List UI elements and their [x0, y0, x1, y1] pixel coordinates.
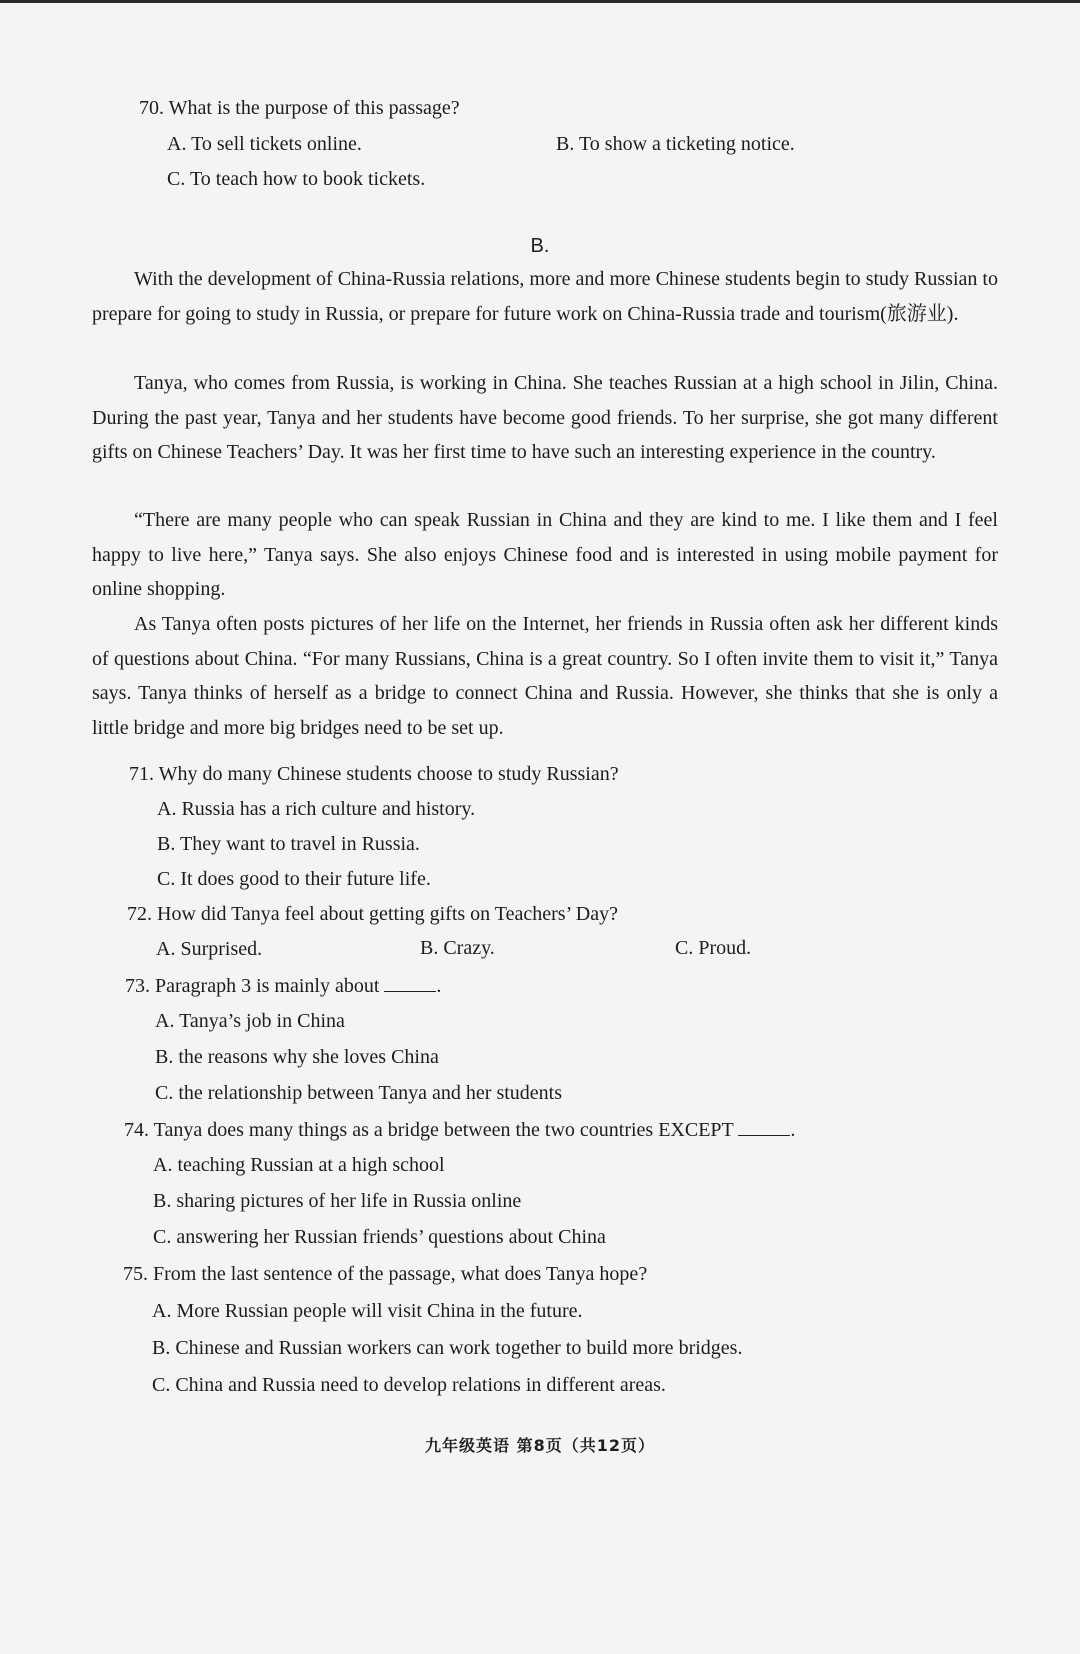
passage-paragraph-4: As Tanya often posts pictures of her life on the Internet, her friends in Russia often ask her different kinds of questions about China. “For many Russians, China is a great country. So I often invite them to visit it,” Tanya says. Tanya thinks of herself as a bridge to connect China and Russia. However, she thinks that she is only a little bridge and more big bridges need to be set up.: [92, 613, 998, 739]
section-b-heading: B.: [530, 235, 550, 257]
q74-option-b: B. sharing pictures of her life in Russia online: [153, 1190, 522, 1212]
q70-option-b: B. To show a ticketing notice.: [556, 133, 795, 155]
q75-option-a: A. More Russian people will visit China in the future.: [152, 1300, 583, 1322]
passage-paragraph-1: With the development of China-Russia relations, more and more Chinese students begin to study Russian to prepare for going to study in Russia, or prepare for future work on China-Russia trade and tourism(旅游业).: [92, 268, 998, 325]
q75-stem: 75. From the last sentence of the passage, what does Tanya hope?: [123, 1263, 648, 1285]
q73-stem-line: 73. Paragraph 3 is mainly about .: [125, 975, 442, 997]
answer-blank: [384, 973, 436, 992]
q74-stem-line: 74. Tanya does many things as a bridge between the two countries EXCEPT .: [124, 1119, 796, 1141]
q75-option-b: B. Chinese and Russian workers can work together to build more bridges.: [152, 1337, 743, 1359]
q72-option-c: C. Proud.: [675, 937, 752, 959]
q71-option-b: B. They want to travel in Russia.: [157, 833, 420, 855]
q71-option-a: A. Russia has a rich culture and history.: [157, 798, 476, 820]
q74-option-c: C. answering her Russian friends’ questions about China: [153, 1226, 606, 1248]
q74-stem: 74. Tanya does many things as a bridge between the two countries EXCEPT: [124, 1119, 734, 1141]
answer-blank: [738, 1117, 790, 1136]
q71-option-c: C. It does good to their future life.: [157, 868, 431, 890]
q70-option-c: C. To teach how to book tickets.: [167, 168, 426, 190]
passage-paragraph-3: “There are many people who can speak Russian in China and they are kind to me. I like them and I feel happy to live here,” Tanya says. She also enjoys Chinese food and is interested in using mobile payment for online shopping.: [92, 509, 998, 600]
page-top-edge: [0, 0, 1080, 3]
q75-option-c: C. China and Russia need to develop relations in different areas.: [152, 1374, 666, 1396]
q72-option-b: B. Crazy.: [420, 937, 495, 959]
q73-option-c: C. the relationship between Tanya and her students: [155, 1082, 563, 1104]
q74-option-a: A. teaching Russian at a high school: [153, 1154, 445, 1176]
q72-option-a: A. Surprised.: [156, 938, 263, 960]
passage-paragraph-2: Tanya, who comes from Russia, is working in China. She teaches Russian at a high school in Jilin, China. During the past year, Tanya and her students have become good friends. To her surprise, she got many different gifts on Chinese Teachers’ Day. It was her first time to have such an interesting experience in the country.: [92, 372, 998, 463]
q73-stem: 73. Paragraph 3 is mainly about: [125, 975, 380, 997]
q70-option-a: A. To sell tickets online.: [167, 133, 362, 155]
q71-stem: 71. Why do many Chinese students choose to study Russian?: [129, 763, 619, 785]
q73-option-a: A. Tanya’s job in China: [155, 1010, 345, 1032]
page-footer: 九年级英语 第8页（共12页）: [425, 1436, 655, 1455]
q72-stem: 72. How did Tanya feel about getting gifts on Teachers’ Day?: [127, 903, 618, 925]
q70-stem: 70. What is the purpose of this passage?: [139, 97, 460, 119]
q73-option-b: B. the reasons why she loves China: [155, 1046, 439, 1068]
